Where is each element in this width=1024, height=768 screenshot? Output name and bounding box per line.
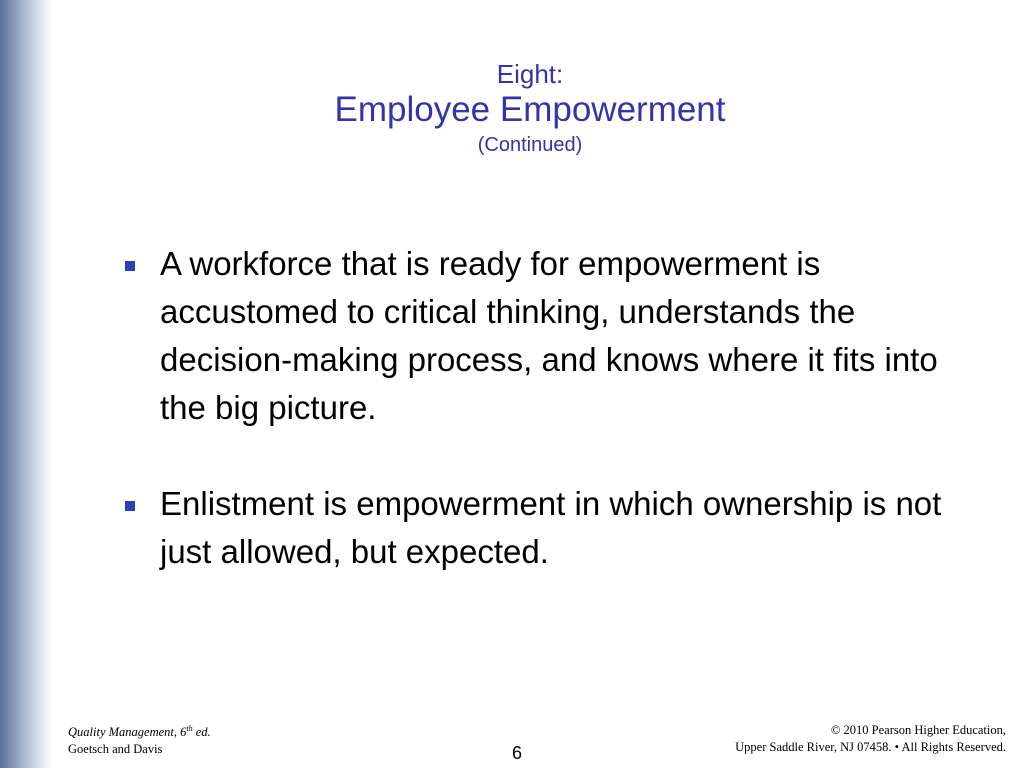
- square-bullet-icon: [125, 501, 135, 511]
- square-bullet-icon: [125, 261, 135, 271]
- footer-book-info: [68, 724, 211, 758]
- bullet-item: [160, 240, 990, 432]
- footer-authors: Goetsch and Davis: [68, 742, 163, 756]
- bullet-text: A workforce that is ready for empowerment is accustomed to critical thinking, understands the decision-making process, and knows where it fits into the big picture.: [160, 245, 938, 426]
- footer-book-title: [68, 724, 211, 741]
- bullet-list: [0, 240, 1024, 576]
- edition-suffix: ed.: [192, 725, 211, 739]
- edition-superscript: th: [186, 723, 193, 733]
- copyright-line-2: Upper Saddle River, NJ 07458. • All Rights Reserved.: [735, 740, 1006, 754]
- copyright-line-1: © 2010 Pearson Higher Education,: [830, 723, 1006, 737]
- book-title: Quality Management, 6: [68, 725, 187, 739]
- title-continued-note: (Continued): [477, 134, 583, 156]
- slide-title: [60, 58, 1000, 158]
- bullet-item: [160, 480, 990, 576]
- page-number: 6: [511, 743, 522, 763]
- footer-copyright: [735, 722, 1006, 756]
- title-section-label: Eight:: [496, 59, 564, 89]
- bullet-text: Enlistment is empowerment in which ownership is not just allowed, but expected.: [160, 485, 942, 570]
- title-heading: Employee Empowerment: [334, 90, 726, 129]
